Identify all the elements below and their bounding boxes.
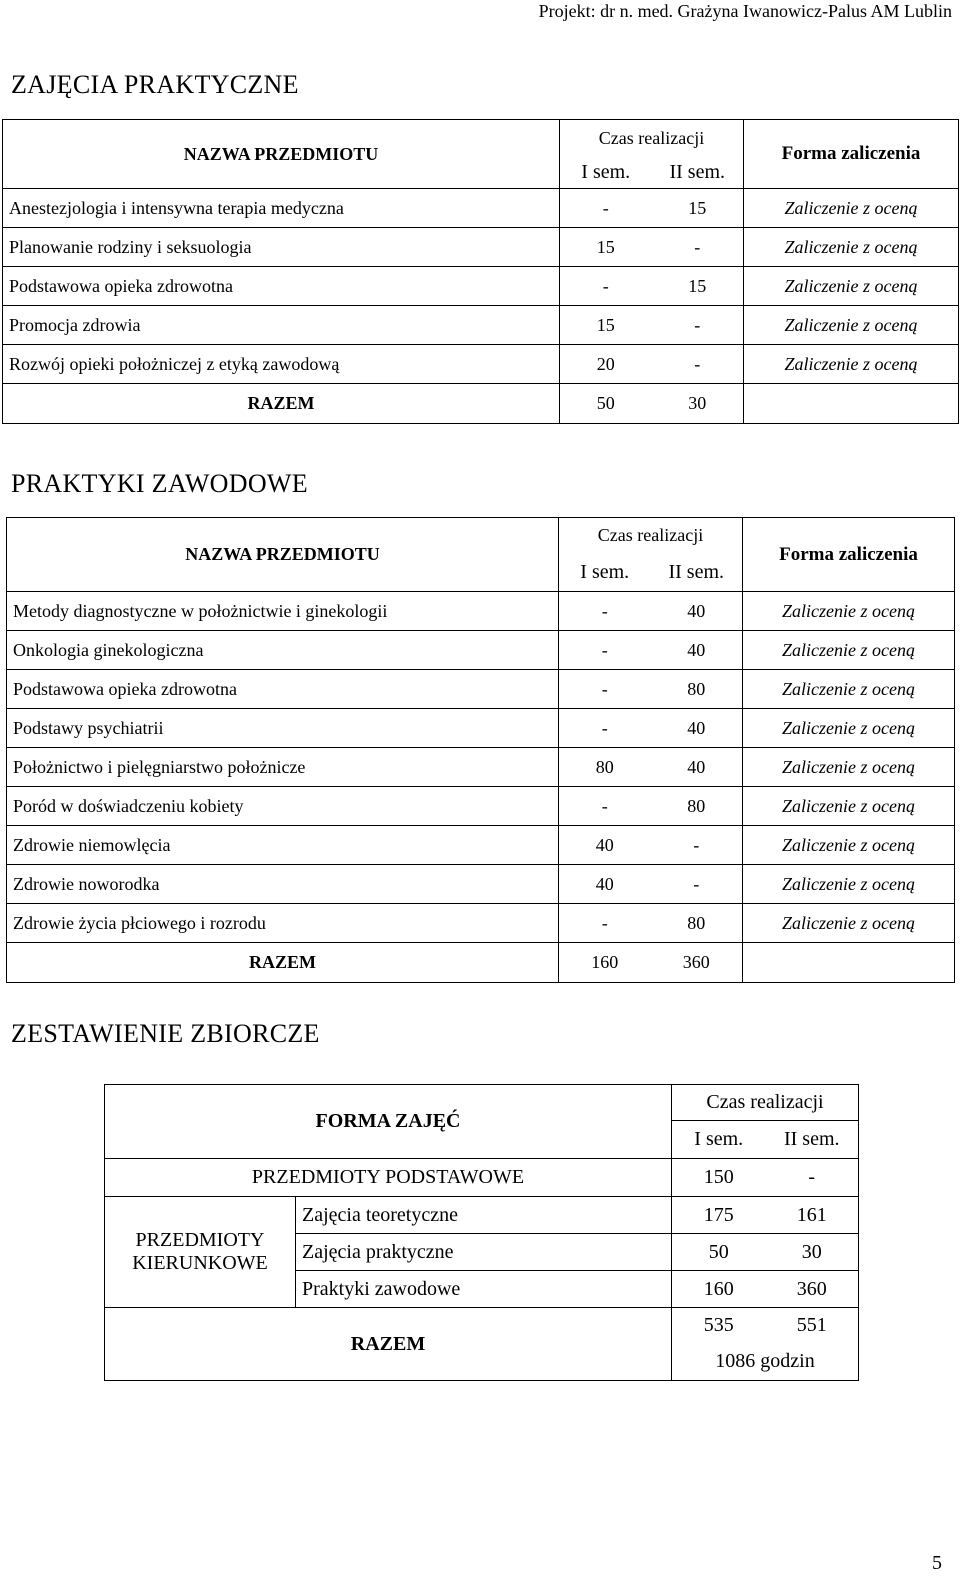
table-row — [7, 748, 955, 787]
sem2-hours: - — [651, 826, 743, 865]
subject-name: Podstawowa opieka zdrowotna — [3, 267, 560, 306]
table-row — [3, 189, 959, 228]
sem2-hours: 80 — [651, 904, 743, 943]
zajecia-table — [2, 119, 959, 424]
subject-name: Zdrowie życia płciowego i rozrodu — [7, 904, 559, 943]
table-row — [7, 865, 955, 904]
subject-name: Poród w doświadczeniu kobiety — [7, 787, 559, 826]
total-label: RAZEM — [3, 384, 560, 424]
header-sem2: II sem. — [766, 1121, 859, 1159]
subject-name: Anestezjologia i intensywna terapia medyczna — [3, 189, 560, 228]
sem1-hours: - — [559, 709, 651, 748]
subject-name: Planowanie rodziny i seksuologia — [3, 228, 560, 267]
table-row — [3, 228, 959, 267]
sem2-hours: 40 — [651, 748, 743, 787]
sem1-hours: - — [559, 631, 651, 670]
header-nazwa-przedmiotu: NAZWA PRZEDMIOTU — [7, 518, 559, 592]
assessment-form: Zaliczenie z oceną — [743, 709, 955, 748]
zestawienie-table — [104, 1084, 859, 1381]
header-sem2: II sem. — [651, 554, 743, 592]
assessment-form: Zaliczenie z oceną — [743, 631, 955, 670]
sem2-hours: 161 — [766, 1197, 859, 1234]
subject-name: Rozwój opieki położniczej z etyką zawodową — [3, 345, 560, 384]
table-row — [105, 1159, 859, 1197]
header-sem2: II sem. — [652, 158, 744, 189]
sem1-hours: - — [559, 787, 651, 826]
assessment-form: Zaliczenie z oceną — [743, 826, 955, 865]
sem2-hours: 15 — [652, 189, 744, 228]
header-sem1: I sem. — [560, 158, 652, 189]
sem1-hours: 175 — [672, 1197, 766, 1234]
sem2-hours: - — [651, 865, 743, 904]
sem1-hours: 40 — [559, 865, 651, 904]
total-row — [105, 1308, 859, 1344]
sem1-hours: - — [560, 189, 652, 228]
total-label: RAZEM — [7, 943, 559, 983]
total-sem2: 30 — [652, 384, 744, 424]
sem1-hours: 20 — [560, 345, 652, 384]
table-row — [3, 345, 959, 384]
subject-name: Zdrowie niemowlęcia — [7, 826, 559, 865]
section-title-zestawienie: ZESTAWIENIE ZBIORCZE — [11, 1019, 320, 1048]
section-title-zajecia: ZAJĘCIA PRAKTYCZNE — [11, 70, 299, 99]
sem2-hours: - — [652, 228, 744, 267]
subject-name: Metody diagnostyczne w położnictwie i ginekologii — [7, 592, 559, 631]
subject-name: Zdrowie noworodka — [7, 865, 559, 904]
sem1-hours: 80 — [559, 748, 651, 787]
table-row — [105, 1197, 859, 1234]
sem2-hours: 15 — [652, 267, 744, 306]
subject-name: Praktyki zawodowe — [296, 1271, 672, 1308]
assessment-form: Zaliczenie z oceną — [744, 189, 959, 228]
assessment-form: Zaliczenie z oceną — [743, 748, 955, 787]
table-row — [7, 787, 955, 826]
praktyki-table — [6, 517, 955, 983]
sem2-hours: - — [652, 306, 744, 345]
sem1-hours: 40 — [559, 826, 651, 865]
assessment-form: Zaliczenie z oceną — [743, 787, 955, 826]
header-forma-zaliczenia: Forma zaliczenia — [744, 120, 959, 189]
sem2-hours: - — [766, 1159, 859, 1197]
header-czas-realizacji: Czas realizacji — [560, 120, 744, 158]
sem2-hours: 80 — [651, 787, 743, 826]
table-row — [7, 592, 955, 631]
subject-name: Zajęcia teoretyczne — [296, 1197, 672, 1234]
table-row — [7, 904, 955, 943]
header-czas-realizacji: Czas realizacji — [559, 518, 743, 554]
sem1-hours: 15 — [560, 306, 652, 345]
sem1-hours: - — [560, 267, 652, 306]
table-row — [3, 306, 959, 345]
przedmioty-kierunkowe-label — [105, 1197, 296, 1308]
total-sem1: 50 — [560, 384, 652, 424]
assessment-form: Zaliczenie z oceną — [744, 345, 959, 384]
kierunkowe-line1: PRZEDMIOTY — [135, 1229, 265, 1251]
sem2-hours: 360 — [766, 1271, 859, 1308]
total-sem2: 551 — [766, 1308, 859, 1344]
header-sem1: I sem. — [559, 554, 651, 592]
sem1-hours: - — [559, 670, 651, 709]
total-sem1: 535 — [672, 1308, 766, 1344]
table-row — [7, 826, 955, 865]
table-row — [7, 631, 955, 670]
subject-name: Podstawy psychiatrii — [7, 709, 559, 748]
przedmioty-podstawowe-label: PRZEDMIOTY PODSTAWOWE — [105, 1159, 672, 1197]
subject-name: Onkologia ginekologiczna — [7, 631, 559, 670]
header-czas-realizacji: Czas realizacji — [672, 1085, 859, 1121]
sem1-hours: - — [559, 592, 651, 631]
assessment-form: Zaliczenie z oceną — [744, 306, 959, 345]
sem2-hours: 30 — [766, 1234, 859, 1271]
sem1-hours: 150 — [672, 1159, 766, 1197]
assessment-form: Zaliczenie z oceną — [743, 670, 955, 709]
sem1-hours: 160 — [672, 1271, 766, 1308]
project-credit: Projekt: dr n. med. Grażyna Iwanowicz-Palus AM Lublin — [538, 1, 952, 21]
page-number: 5 — [932, 1552, 942, 1574]
subject-name: Położnictwo i pielęgniarstwo położnicze — [7, 748, 559, 787]
assessment-form: Zaliczenie z oceną — [744, 267, 959, 306]
sem2-hours: 80 — [651, 670, 743, 709]
total-label: RAZEM — [105, 1308, 672, 1381]
table-row — [3, 267, 959, 306]
sem2-hours: - — [652, 345, 744, 384]
header-sem1: I sem. — [672, 1121, 766, 1159]
section-title-praktyki: PRAKTYKI ZAWODOWE — [11, 469, 308, 498]
sem1-hours: - — [559, 904, 651, 943]
sem2-hours: 40 — [651, 631, 743, 670]
subject-name: Promocja zdrowia — [3, 306, 560, 345]
total-sem1: 160 — [559, 943, 651, 983]
header-forma-zajec: FORMA ZAJĘĆ — [105, 1085, 672, 1159]
sem2-hours: 40 — [651, 592, 743, 631]
kierunkowe-line2: KIERUNKOWE — [132, 1252, 268, 1274]
sem1-hours: 50 — [672, 1234, 766, 1271]
assessment-form: Zaliczenie z oceną — [743, 592, 955, 631]
table-row — [7, 670, 955, 709]
assessment-form: Zaliczenie z oceną — [744, 228, 959, 267]
assessment-form: Zaliczenie z oceną — [743, 865, 955, 904]
total-sem2: 360 — [651, 943, 743, 983]
total-hours: 1086 godzin — [672, 1344, 859, 1381]
subject-name: Podstawowa opieka zdrowotna — [7, 670, 559, 709]
subject-name: Zajęcia praktyczne — [296, 1234, 672, 1271]
sem1-hours: 15 — [560, 228, 652, 267]
total-row — [7, 943, 955, 983]
header-forma-zaliczenia: Forma zaliczenia — [743, 518, 955, 592]
header-nazwa-przedmiotu: NAZWA PRZEDMIOTU — [3, 120, 560, 189]
sem2-hours: 40 — [651, 709, 743, 748]
table-row — [7, 709, 955, 748]
total-row — [3, 384, 959, 424]
assessment-form: Zaliczenie z oceną — [743, 904, 955, 943]
